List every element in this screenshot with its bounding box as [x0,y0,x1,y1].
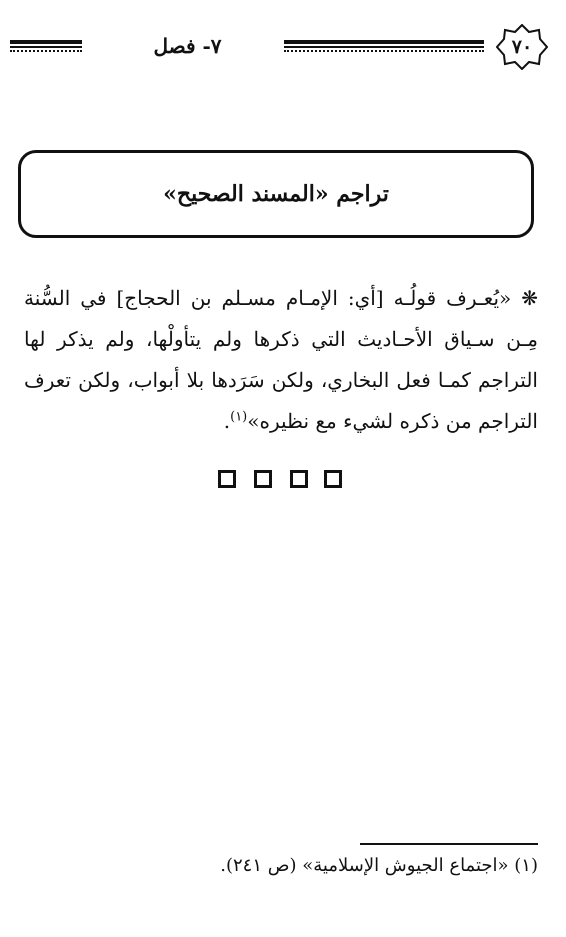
end-punctuation: . [223,409,231,433]
separator-square-icon [218,470,236,488]
body-text: ❋ «يُعـرف قولُـه [أي: الإمـام مسـلم بن الحجاج] في السُّنة مِـن سـياق الأحـاديث التي ذكرها ولم يتأولْها، ولم يذكر لها التراجم كمـا فعل البخاري، ولكن سَرَدها بلا أبواب، ولكن تعرف التراجم من ذكره لشيء مع نظيره» [24,286,538,433]
section-title: تراجم «المسند الصحيح» [163,181,389,207]
separator-square-icon [290,470,308,488]
body-paragraph [24,278,538,442]
separator-square-icon [254,470,272,488]
header-rule-left [10,38,82,52]
page-number-badge [496,24,548,70]
separator-square-icon [324,470,342,488]
page-header [10,24,556,70]
footnote: (١) «اجتماع الجيوش الإسلامية» (ص ٢٤١). [220,855,538,876]
chapter-heading: ٧- فصل [153,34,222,58]
header-rule-right [284,38,484,52]
section-title-box [18,150,534,238]
footnote-reference: (١) [230,409,248,425]
footnote-rule [360,843,538,845]
page-number: ٧٠ [511,36,533,58]
section-separator [218,470,342,488]
